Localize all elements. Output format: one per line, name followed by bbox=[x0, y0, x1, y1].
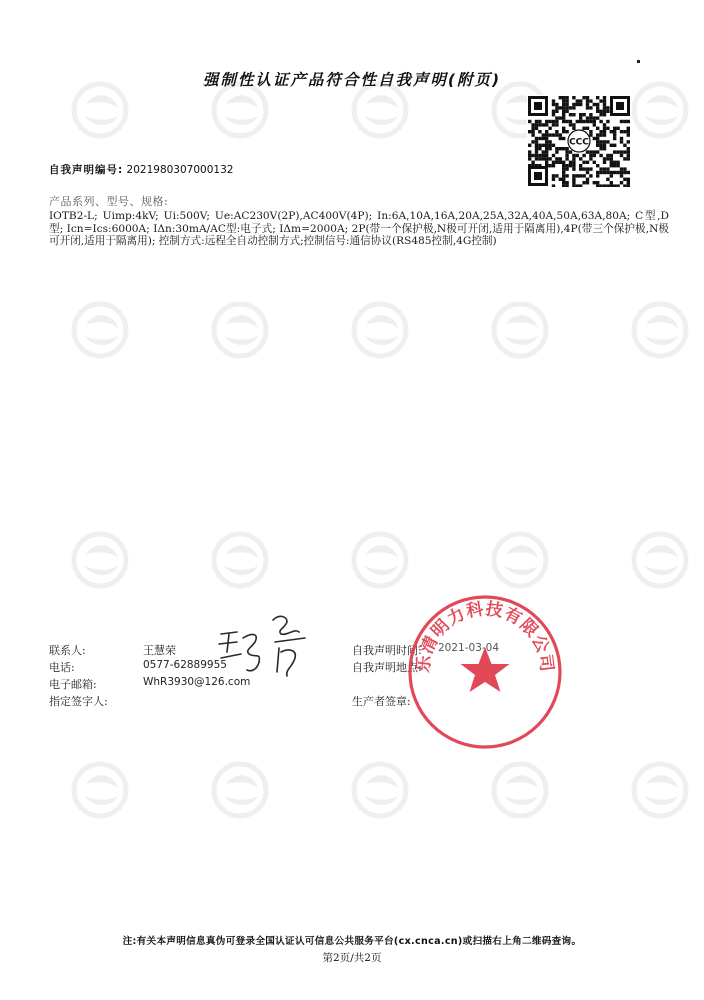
spec-text: IOTB2-L; Uimp:4kV; Ui:500V; Ue:AC230V(2P),AC400V(4P); In:6A,10A,16A,20A,25A,32A,40A,50A,63A,80A; C型,D型; Icn=Ics:6000A; IΔn:30mA/AC型:电子式; IΔm=2000A; 2P(带一个保护极,N极可开闭,适用于隔离用),4P(带三个保护极,N极可开闭,适用于隔离用); 控制方式:远程全自动控制方式;控制信号:通信协议(RS485控制,4G控制) bbox=[49, 210, 669, 247]
email-label: 电子邮箱: bbox=[49, 678, 97, 691]
phone-value: 0577-62889955 bbox=[143, 659, 227, 671]
page-number: 第2页/共2页 bbox=[322, 952, 382, 964]
svg-text:CCC: CCC bbox=[569, 137, 589, 148]
phone-label: 电话: bbox=[49, 661, 75, 674]
declaration-number bbox=[49, 162, 233, 177]
declaration-number-label: 自我声明编号: bbox=[49, 164, 124, 176]
spec-label: 产品系列、型号、规格: bbox=[49, 195, 169, 208]
declaration-place-label: 自我声明地点: bbox=[352, 661, 422, 674]
email-value[interactable]: WhR3930@126.com bbox=[143, 676, 251, 688]
company-seal bbox=[405, 592, 565, 752]
designated-signer-label: 指定签字人: bbox=[49, 695, 108, 708]
handwritten-signature bbox=[215, 612, 315, 687]
producer-seal-label: 生产者签章: bbox=[352, 695, 411, 708]
seal-text: 乐清明力科技有限公司 bbox=[413, 599, 557, 674]
qr-code-image[interactable] bbox=[527, 95, 631, 187]
declaration-time-value: 2021-03-04 bbox=[438, 642, 500, 654]
document-title: 强制性认证产品符合性自我声明(附页) bbox=[202, 71, 502, 89]
declaration-time-label: 自我声明时间: bbox=[352, 644, 422, 657]
footer-note: 注:有关本声明信息真伪可登录全国认证认可信息公共服务平台(cx.cnca.cn)或扫描右上角二维码查询。 bbox=[122, 936, 582, 947]
contact-person-label: 联系人: bbox=[49, 644, 86, 657]
contact-person-value: 王慧荣 bbox=[143, 644, 176, 657]
declaration-number-value: 2021980307000132 bbox=[126, 164, 234, 176]
corner-dot bbox=[637, 60, 640, 63]
